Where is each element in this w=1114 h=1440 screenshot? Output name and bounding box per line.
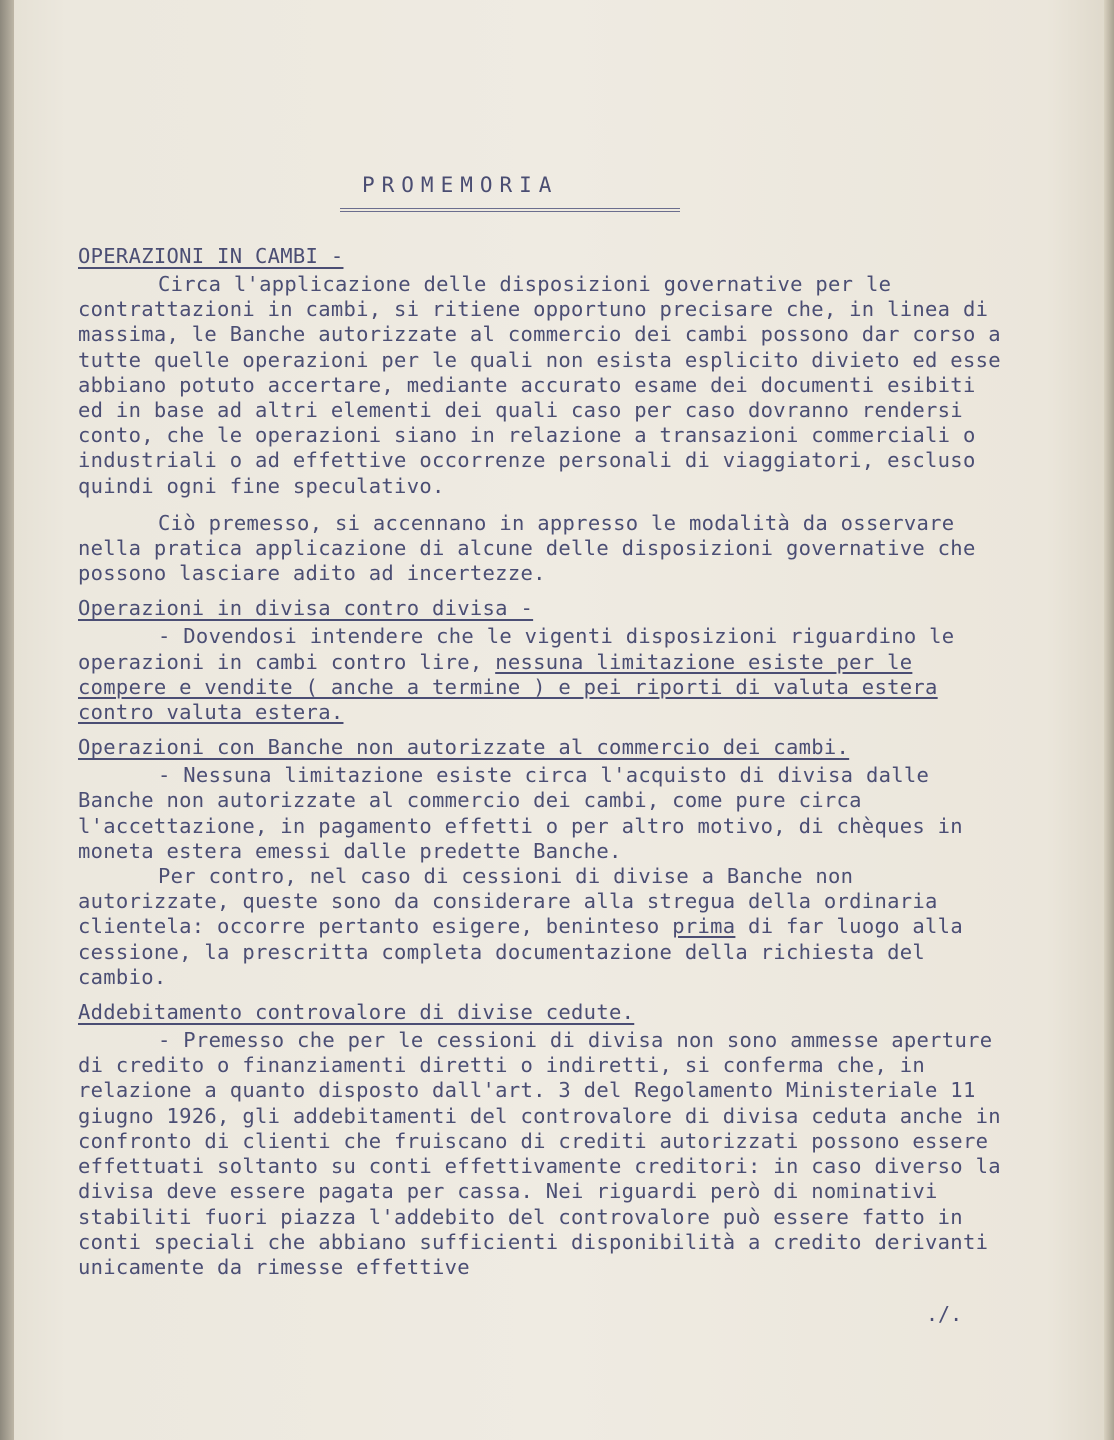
document-title: PROMEMORIA	[362, 173, 559, 197]
paragraph	[78, 624, 1008, 725]
paragraph: Circa l'applicazione delle disposizioni governative per le contrattazioni in cambi, si ritiene opportuno precisare che, in linea di massima, le Banche autorizzate al commercio dei cambi possono dar corso a tutte quelle operazioni per le quali non esista esplicito divieto ed esse abbiano potuto accertare, mediante accurato esame dei documenti esibiti ed in base ad altri elementi dei quali caso per caso dovranno rendersi conto, che le operazioni siano in relazione a transazioni commerciali o industriali o ad effettive occorrenze personali di viaggiatori, escluso quindi ogni fine speculativo.	[78, 272, 1001, 498]
continuation-mark: ./.	[926, 1302, 963, 1326]
page-edge-shadow	[1104, 0, 1114, 1440]
section-heading-operazioni-in-cambi: OPERAZIONI IN CAMBI -	[78, 244, 344, 268]
section-heading-banche-non-autorizzate: Operazioni con Banche non autorizzate al commercio dei cambi.	[78, 735, 850, 760]
document-body	[78, 170, 1008, 1280]
section-heading-divisa-contro-divisa: Operazioni in divisa contro divisa -	[78, 596, 534, 621]
paragraph: Ciò premesso, si accennano in appresso le modalità da osservare nella pratica applicazione di alcune delle disposizioni governative che possono lasciare adito ad incertezze.	[78, 510, 976, 586]
paragraph: - Nessuna limitazione esiste circa l'acquisto di divisa dalle Banche non autorizzate al commercio dei cambi, come pure circa l'accettazione, in pagamento effetti o per altro motivo, di chèques in moneta estera emessi dalle predette Banche.	[78, 763, 963, 863]
underlined-text: nessuna limitazione esiste per le compere e vendite ( anche a termine ) e pei riporti di valuta estera contro valuta estera.	[78, 649, 938, 725]
paragraph-text: Per contro, nel caso di cessioni di divise a Banche non autorizzate, queste sono da considerare alla stregua della ordinaria clientela: occorre pertanto esigere, beninteso	[78, 864, 938, 939]
title-double-rule	[340, 208, 680, 212]
paragraph-text: di far luogo alla cessione, la prescritta completa documentazione della richiesta del cambio.	[78, 914, 963, 989]
paragraph: - Premesso che per le cessioni di divisa non sono ammesse aperture di credito o finanziamenti diretti o indiretti, si conferma che, in relazione a quanto disposto dall'art. 3 del Regolamento Ministeriale 11 giugno 1926, gli addebitamenti del controvalore di divisa ceduta anche in confronto di clienti che fruiscano di crediti autorizzati possono essere effettuati soltanto su conti effettivamente creditori: in caso diverso la divisa deve essere pagata per cassa. Nei riguardi però di nominativi stabiliti fuori piazza l'addebito del controvalore può essere fatto in conti speciali che abbiano sufficienti disponibilità a credito derivanti unicamente da rimesse effettive	[78, 1028, 1001, 1279]
paragraph-text: - Dovendosi intendere che le vigenti disposizioni riguardino le operazioni in cambi contro lire,	[78, 624, 955, 674]
section-heading-addebitamento: Addebitamento controvalore di divise cedute.	[78, 1000, 635, 1025]
underlined-text: prima	[672, 914, 736, 939]
page-binding-shadow	[0, 0, 14, 1440]
paragraph	[78, 864, 1008, 990]
